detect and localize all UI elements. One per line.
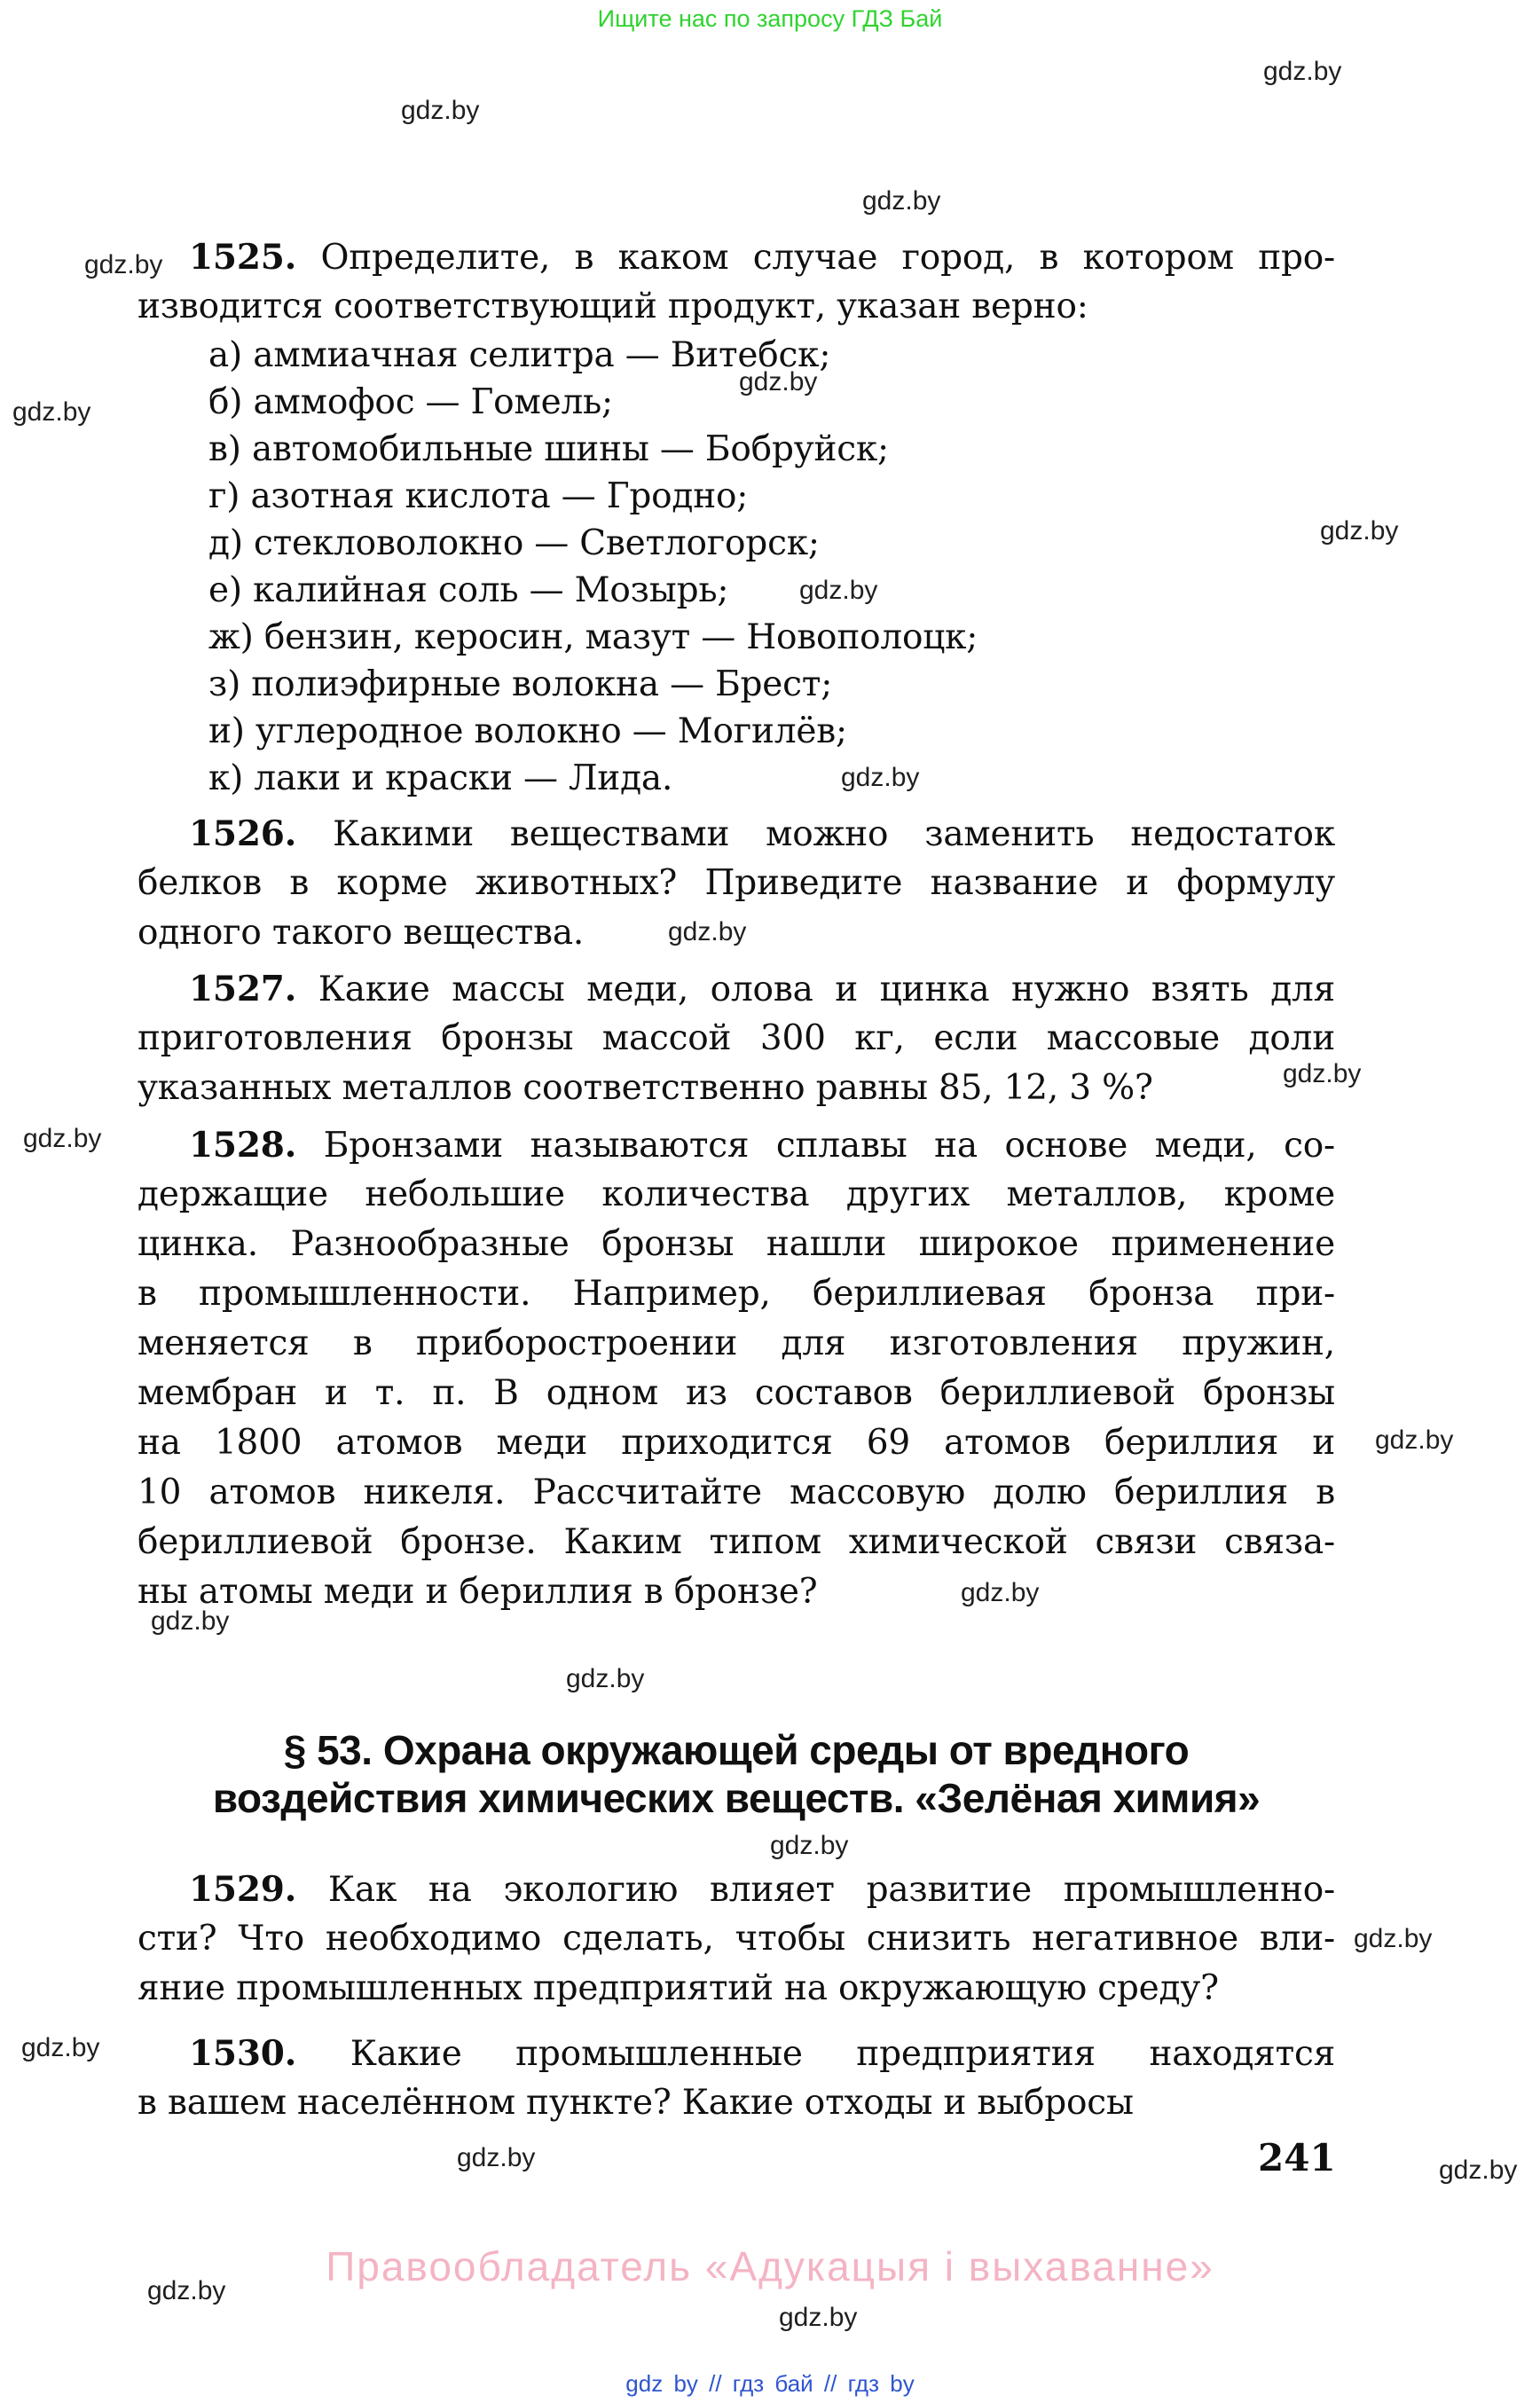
problem-1528-text: Бронзами называются сплавы на основе меди, со- (323, 1126, 1335, 1166)
problem-1525-line: изводится соответствующий продукт, указан верно: (138, 287, 1088, 326)
problem-1527-number: 1527. (189, 969, 297, 1009)
gdz-watermark: gdz.by (841, 763, 920, 792)
problem-1526-line (138, 809, 1335, 859)
gdz-watermark: gdz.by (1283, 1059, 1362, 1088)
option-e: е) калийная соль — Мозырь; (208, 570, 729, 610)
gdz-watermark: gdz.by (23, 1124, 102, 1153)
problem-1527-line: приготовления бронзы массой 300 кг, если массовые доли (138, 1018, 1335, 1058)
promo-banner: Ищите нас по запросу ГДЗ Бай (597, 5, 943, 32)
option-b: б) аммофос — Гомель; (208, 382, 614, 422)
problem-1528-line: бериллиевой бронзе. Каким типом химической связи связа- (138, 1522, 1335, 1562)
problem-1528-line: 10 атомов никеля. Рассчитайте массовую долю бериллия в (138, 1472, 1335, 1512)
problem-1526-text: Какими веществами можно заменить недостаток (333, 814, 1335, 854)
gdz-watermark: gdz.by (1375, 1425, 1454, 1455)
footer-links[interactable]: gdz by // гдз бай // гдз by (625, 2370, 915, 2397)
problem-1529-line: сти? Что необходимо сделать, чтобы снизить негативное вли- (138, 1919, 1335, 1959)
option-i: и) углеродное волокно — Могилёв; (208, 711, 847, 751)
gdz-watermark: gdz.by (668, 917, 747, 946)
problem-1530-line: в вашем населённом пункте? Какие отходы и выбросы (138, 2083, 1134, 2123)
problem-1528-line: на 1800 атомов меди приходится 69 атомов бериллия и (138, 1423, 1335, 1463)
gdz-watermark: gdz.by (779, 2303, 858, 2332)
problem-1529-text: Как на экологию влияет развитие промышленно- (327, 1870, 1336, 1910)
problem-1528-line: держащие небольшие количества других металлов, кроме (138, 1174, 1335, 1214)
gdz-watermark: gdz.by (799, 576, 878, 605)
content-column (138, 232, 1335, 2128)
section-heading-line-1: § 53. Охрана окружающей среды от вредного (283, 1727, 1190, 1773)
problem-1528-number: 1528. (189, 1125, 297, 1166)
problem-1528-line: цинка. Разнообразные бронзы нашли широкое применение (138, 1224, 1335, 1264)
option-zh: ж) бензин, керосин, мазут — Новополоцк; (208, 617, 978, 657)
problem-1528-line: меняется в приборостроении для изготовления пружин, (138, 1323, 1335, 1363)
problem-1528-line: в промышленности. Например, бериллиевая бронза при- (138, 1274, 1335, 1314)
gdz-watermark: gdz.by (770, 1831, 849, 1860)
problem-1529-number: 1529. (189, 1869, 297, 1910)
gdz-watermark: gdz.by (862, 186, 941, 216)
gdz-watermark: gdz.by (147, 2276, 226, 2305)
copyright-notice: Правообладатель «Адукацыя і выхаванне» (326, 2243, 1214, 2289)
problem-1529-line: яние промышленных предприятий на окружающую среду? (138, 1968, 1219, 2008)
gdz-watermark: gdz.by (1439, 2156, 1518, 2185)
problem-1530-number: 1530. (189, 2033, 297, 2074)
problem-1527-line: указанных металлов соответственно равны 85, 12, 3 %? (138, 1068, 1153, 1108)
gdz-watermark: gdz.by (1320, 516, 1399, 546)
option-k: к) лаки и краски — Лида. (208, 758, 673, 798)
option-z: з) полиэфирные волокна — Брест; (208, 664, 833, 704)
problem-1526-line: белков в корме животных? Приведите название и формулу (138, 863, 1335, 903)
gdz-watermark: gdz.by (457, 2143, 536, 2172)
gdz-watermark: gdz.by (566, 1664, 645, 1693)
page-number: 241 (1258, 2136, 1336, 2179)
problem-1530-line (138, 2029, 1335, 2078)
option-d: д) стекловолокно — Светлогорск; (208, 523, 820, 563)
problem-1525-line (138, 232, 1335, 282)
gdz-watermark: gdz.by (1354, 1924, 1433, 1953)
problem-1528-line: мембран и т. п. В одном из составов бериллиевой бронзы (138, 1373, 1335, 1413)
problem-1528-line: ны атомы меди и бериллия в бронзе? (138, 1572, 818, 1612)
problem-1526-number: 1526. (189, 813, 297, 854)
gdz-watermark: gdz.by (84, 250, 163, 279)
option-a: а) аммиачная селитра — Витебск; (208, 335, 831, 375)
problem-1526-line: одного такого вещества. (138, 913, 585, 953)
section-heading-line-2: воздействия химических веществ. «Зелёная химия» (212, 1775, 1261, 1821)
gdz-watermark: gdz.by (12, 397, 91, 427)
problem-1529-line (138, 1865, 1335, 1914)
problem-1527-line (138, 964, 1335, 1014)
problem-1528-line (138, 1120, 1335, 1170)
option-v: в) автомобильные шины — Бобруйск; (208, 429, 890, 469)
option-g: г) азотная кислота — Гродно; (208, 476, 749, 516)
gdz-watermark: gdz.by (1263, 57, 1342, 86)
gdz-watermark: gdz.by (401, 96, 480, 125)
gdz-watermark: gdz.by (961, 1578, 1040, 1607)
gdz-watermark: gdz.by (739, 367, 818, 397)
problem-1530-text: Какие промышленные предприятия находятся (350, 2034, 1336, 2074)
gdz-watermark: gdz.by (21, 2033, 100, 2062)
problem-1525-text: Определите, в каком случае город, в котором про- (320, 238, 1336, 278)
problem-1527-text: Какие массы меди, олова и цинка нужно взять для (318, 970, 1335, 1009)
gdz-watermark: gdz.by (151, 1606, 230, 1636)
problem-1525-number: 1525. (189, 237, 297, 278)
